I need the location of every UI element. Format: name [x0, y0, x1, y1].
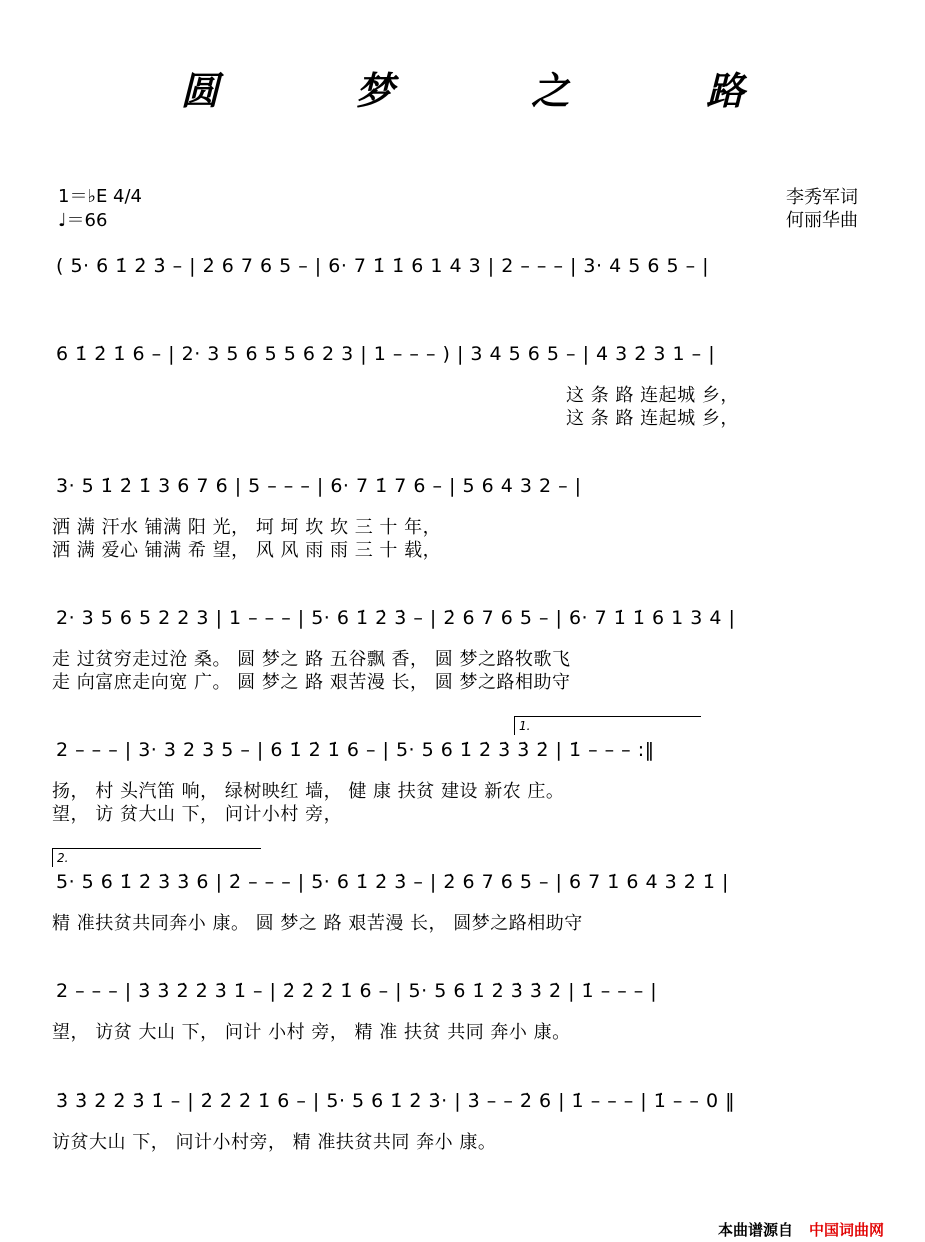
lyric-line-3-verse-1: 洒 满 汗水 铺满 阳 光， 坷 坷 坎 坎 三 十 年，: [52, 517, 442, 538]
lyric-line-6: 精 准扶贫共同奔小 康。 圆 梦之 路 艰苦漫 长， 圆梦之路相助守: [52, 913, 583, 934]
source-label: 本曲谱源自: [718, 1221, 794, 1239]
notation-line-8: 3̇ 3̇ 2̇ 2̇ 3̇ 1̇ – | 2̇ 2̇ 2̇ 1̇ 6 – | 5· 5 6 1̇ 2̇ 3̇· | 3̇ – – 2̇ 6 | 1̇ – – – | 1̇ – – 0 ‖: [56, 1090, 736, 1112]
notation-line-6: 5· 5 6 1̇ 2̇ 3̇ 3̇ 6 | 2̇ – – – | 5· 6 1̇ 2̇ 3̇ – | 2̇ 6 7 6 5 – | 6 7 1̇ 6 4 3 2̇ 1̇ |: [56, 871, 729, 893]
lyric-line-2-verse-1: 这 条 路 连起城 乡，: [566, 385, 739, 406]
lyricist-credit: 李秀军词: [786, 187, 858, 208]
notation-line-1: ( 5· 6 1̇ 2̇ 3̇ – | 2̇ 6 7 6 5 – | 6· 7 1̇ 1̇ 6 1 4 3 | 2 – – – | 3· 4 5 6 5 – |: [56, 255, 710, 277]
key-signature: 1＝♭E 4/4: [58, 186, 143, 207]
lyric-line-8: 访贫大山 下， 问计小村旁， 精 准扶贫共同 奔小 康。: [52, 1132, 497, 1153]
lyric-line-5-verse-1: 扬， 村 头汽笛 响， 绿树映红 墙， 健 康 扶贫 建设 新农 庄。: [52, 781, 565, 802]
source-footer: [718, 1219, 884, 1240]
lyric-line-2-verse-2: 这 条 路 连起城 乡，: [566, 408, 739, 429]
tempo-marking: ♩＝66: [58, 210, 108, 231]
lyric-line-5-verse-2: 望， 访 贫大山 下， 问计小村 旁，: [52, 804, 343, 825]
lyric-line-4-verse-1: 走 过贫穷走过沧 桑。 圆 梦之 路 五谷飘 香， 圆 梦之路牧歌飞: [52, 649, 571, 670]
first-ending-bracket: 1.: [514, 716, 701, 735]
composer-credit: 何丽华曲: [786, 210, 858, 231]
lyric-line-4-verse-2: 走 向富庶走向宽 广。 圆 梦之 路 艰苦漫 长， 圆 梦之路相助守: [52, 672, 571, 693]
lyric-line-3-verse-2: 洒 满 爱心 铺满 希 望， 风 风 雨 雨 三 十 载，: [52, 540, 442, 561]
notation-line-4: 2· 3 5 6 5 2 2 3 | 1 – – – | 5· 6 1̇ 2̇ 3̇ – | 2̇ 6 7 6 5 – | 6· 7 1̇ 1̇ 6 1 3 4 |: [56, 607, 736, 629]
notation-line-2: 6 1̇ 2̇ 1̇ 6 – | 2· 3 5 6 5 5 6 2 3 | 1 – – – ) | 3 4 5 6 5 – | 4 3 2̇ 3 1 – |: [56, 343, 716, 365]
source-site-link[interactable]: 中国词曲网: [809, 1221, 885, 1239]
second-ending-bracket: 2.: [52, 848, 261, 867]
song-title: 圆 梦 之 路: [180, 68, 807, 113]
notation-line-5: 2 – – – | 3· 3 2 3 5 – | 6 1̇ 2̇ 1̇ 6 – | 5· 5 6 1̇ 2̇ 3̇ 3̇ 2̇ | 1̇ – – – :‖: [56, 739, 655, 761]
notation-line-3: 3· 5 1̇ 2̇ 1̇ 3 6 7 6 | 5 – – – | 6· 7 1̇ 7 6 – | 5 6 4 3 2 – |: [56, 475, 582, 497]
lyric-line-7: 望， 访贫 大山 下， 问计 小村 旁， 精 准 扶贫 共同 奔小 康。: [52, 1022, 571, 1043]
notation-line-7: 2 – – – | 3̇ 3̇ 2̇ 2̇ 3̇ 1̇ – | 2̇ 2̇ 2̇ 1̇ 6 – | 5· 5 6 1̇ 2̇ 3̇ 3̇ 2̇ | 1̇ – – – |: [56, 980, 658, 1002]
